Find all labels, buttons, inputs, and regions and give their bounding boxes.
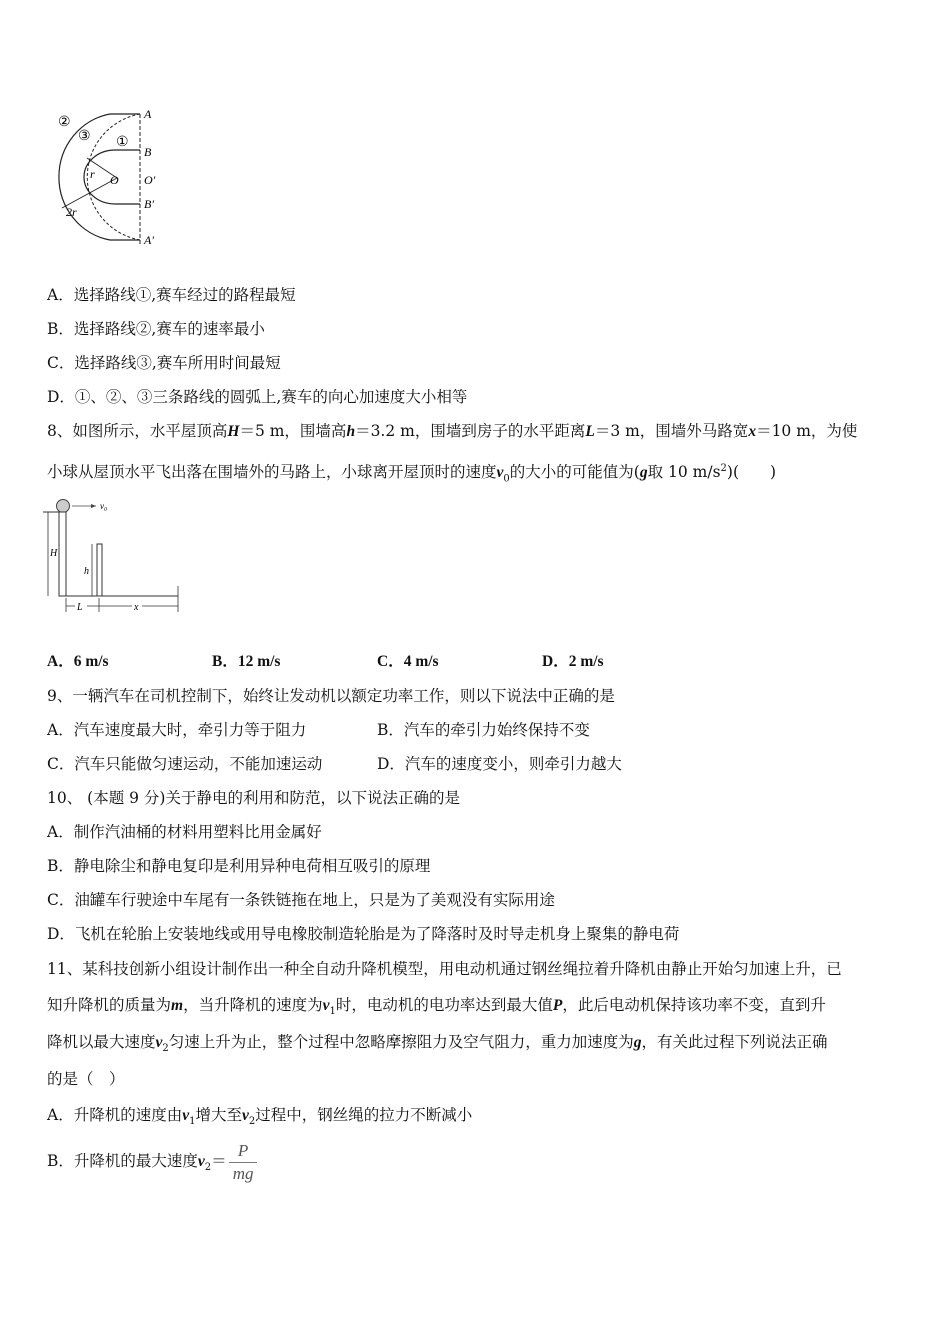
q11-stem-line1: 11、某科技创新小组设计制作出一种全自动升降机模型，用电动机通过钢丝绳拉着升降机由静止开始匀加速上升，已 — [47, 960, 842, 978]
q7-option-b: B．选择路线②,赛车的速率最小 — [47, 320, 265, 338]
label-Bprime: B′ — [144, 197, 154, 211]
label-Oprime: O′ — [144, 173, 156, 187]
q8-option-a: A．6 m/s — [47, 653, 109, 670]
fraction-P-over-mg: $\frac{P}{mg}$ — [229, 1140, 258, 1185]
wall — [97, 544, 102, 596]
q11-option-a: A．升降机的速度由$v_1$增大至$v_2$过程中，钢丝绳的拉力不断减小 — [47, 1106, 473, 1128]
path-2 — [59, 114, 140, 240]
q10-option-a: A．制作汽油桶的材料用塑料比用金属好 — [47, 823, 322, 841]
q8-option-c: C．4 m/s — [377, 653, 439, 670]
q10-option-d: D．飞机在轮胎上安装地线或用导电橡胶制造轮胎是为了降落时及时导走机身上聚集的静电荷 — [47, 925, 680, 943]
label-v0: v₀ — [100, 501, 108, 511]
ball — [57, 500, 70, 513]
building — [59, 512, 66, 596]
label-A: A — [144, 107, 152, 121]
q9-option-c: C．汽车只能做匀速运动，不能加速运动 — [47, 755, 323, 773]
q10-option-c: C．油罐车行驶途中车尾有一条铁链拖在地上，只是为了美观没有实际用途 — [47, 891, 555, 909]
label-Aprime: A′ — [144, 233, 154, 247]
q7-option-d: D．①、②、③三条路线的圆弧上,赛车的向心加速度大小相等 — [47, 388, 468, 406]
q8-option-d: D．2 m/s — [542, 653, 604, 670]
q11-option-b: B．升降机的最大速度$v_2=$ $\frac{P}{mg}$ — [47, 1136, 257, 1193]
q8-stem-line2: 小球从屋顶水平飞出落在围墙外的马路上，小球离开屋顶时的速度$v_0$的大小的可能值为(g取 10 $m/s^2$)( ) — [47, 463, 777, 485]
label-B: B — [144, 145, 152, 159]
projectile-diagram — [40, 494, 185, 616]
q8-stem-line1: 8、如图所示，水平屋顶高H＝5 m，围墙高h＝3.2 m，围墙到房子的水平距离L＝3 m，围墙外马路宽x＝10 m，为使 — [47, 422, 858, 440]
label-H: H — [50, 548, 58, 559]
q7-option-a: A．选择路线①,赛车经过的路程最短 — [47, 286, 296, 304]
q11-stem-line2: 知升降机的质量为m，当升降机的速度为$v_1$时，电动机的电功率达到最大值P，此后电动机保持该功率不变，直到升 — [47, 996, 826, 1018]
q9-option-d: D．汽车的速度变小，则牵引力越大 — [377, 755, 622, 773]
q11-stem-line4: 的是（ ） — [47, 1070, 125, 1088]
label-O: O — [110, 173, 119, 187]
label-2r: 2r — [66, 205, 77, 219]
q8-option-b: B．12 m/s — [212, 653, 281, 670]
q7-option-c: C．选择路线③,赛车所用时间最短 — [47, 354, 281, 372]
q10-option-b: B．静电除尘和静电复印是利用异种电荷相互吸引的原理 — [47, 857, 431, 875]
label-2: ② — [58, 115, 71, 130]
q10-stem: 10、 (本题 9 分)关于静电的利用和防范，以下说法正确的是 — [47, 789, 460, 807]
q9-option-b: B．汽车的牵引力始终保持不变 — [377, 721, 590, 739]
label-1: ① — [116, 135, 129, 150]
track-diagram — [40, 100, 170, 250]
label-x: x — [134, 602, 139, 613]
label-3: ③ — [78, 129, 91, 144]
label-L: L — [77, 602, 83, 613]
q9-stem: 9、一辆汽车在司机控制下，始终让发动机以额定功率工作，则以下说法中正确的是 — [47, 687, 615, 705]
label-r: r — [90, 167, 95, 181]
q9-option-a: A．汽车速度最大时，牵引力等于阻力 — [47, 721, 307, 739]
label-h: h — [84, 566, 89, 577]
q11-stem-line3: 降机以最大速度$v_2$匀速上升为止，整个过程中忽略摩擦阻力及空气阻力，重力加速度为g，有关此过程下列说法正确 — [47, 1033, 828, 1055]
